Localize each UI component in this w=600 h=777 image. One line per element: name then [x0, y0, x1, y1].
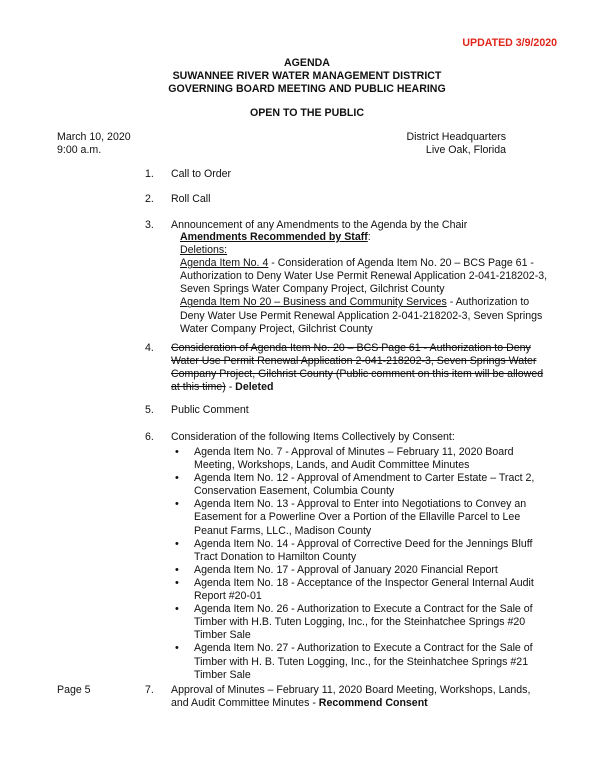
item-3-number: 3.: [145, 219, 154, 231]
item-3-text: Announcement of any Amendments to the Agenda by the Chair: [171, 219, 468, 231]
item-4-struck-text: Consideration of Agenda Item No. 20 – BCS Page 61 - Authorization to Deny Water Use Permit Renewal Application 2-041-218202-3, Seven Springs Water Company Project, Gilchrist County (Public comment on this item will be allowed at this time): [171, 342, 544, 394]
amendments-heading-text: Amendments Recommended by Staff: [180, 231, 368, 243]
item-5-text: Public Comment: [171, 404, 249, 416]
meeting-title: GOVERNING BOARD MEETING AND PUBLIC HEARING: [168, 83, 446, 95]
item-6-number: 6.: [145, 431, 154, 443]
updated-stamp: UPDATED 3/9/2020: [462, 37, 557, 49]
page-reference: Page 5: [57, 684, 91, 696]
item-2-text: Roll Call: [171, 193, 211, 205]
meeting-city: Live Oak, Florida: [425, 144, 506, 157]
consent-item: • Agenda Item No. 12 - Approval of Amendment to Carter Estate – Tract 2, Conservation Easement, Columbia County: [171, 472, 551, 498]
deletion-2-text: - Authorization to Deny Water Use Permit Renewal Application 2-041-218202-3, Seven Springs Water Company Project, Gilchrist County: [180, 296, 543, 335]
item-7-description: Approval of Minutes – February 11, 2020 Board Meeting, Workshops, Lands, and Audit Committee Minutes -: [171, 684, 531, 710]
item-2-number: 2.: [145, 193, 154, 205]
meeting-time: 9:00 a.m.: [57, 144, 102, 157]
open-to-public: OPEN TO THE PUBLIC: [250, 107, 364, 119]
consent-item: • Agenda Item No. 18 - Acceptance of the Inspector General Internal Audit Report #20-01: [171, 577, 551, 603]
amendments-colon: :: [367, 231, 371, 243]
deletion-2: [180, 296, 552, 335]
item-5-number: 5.: [145, 404, 154, 416]
district-name: SUWANNEE RIVER WATER MANAGEMENT DISTRICT: [172, 70, 442, 82]
agenda-title: AGENDA: [284, 57, 330, 69]
item-7-number: 7.: [145, 684, 154, 696]
meeting-date: March 10, 2020: [57, 131, 131, 143]
consent-item: • Agenda Item No. 7 - Approval of Minutes – February 11, 2020 Board Meeting, Workshops, Lands, and Audit Committee Minutes: [171, 446, 551, 472]
deletion-1-link: Agenda Item No. 4: [180, 257, 269, 270]
consent-item: • Agenda Item No. 17 - Approval of January 2020 Financial Report: [171, 564, 551, 577]
item-6-text: Consideration of the following Items Collectively by Consent:: [171, 431, 455, 443]
meeting-location: District Headquarters: [406, 131, 506, 143]
deletion-1: [180, 257, 552, 296]
item-4-status: Deleted: [235, 381, 274, 394]
item-4-number: 4.: [145, 342, 154, 354]
deletions-label: Deletions:: [180, 244, 228, 257]
deletion-1-text: - Consideration of Agenda Item No. 20 – BCS Page 61 - Authorization to Deny Water Use Permit Renewal Application 2-041-218202-3, Seven Springs Water Company Project, Gilchrist County: [180, 257, 548, 296]
item-1-number: 1.: [145, 168, 154, 180]
deletion-2-link: Agenda Item No 20 – Business and Community Services: [180, 296, 447, 309]
consent-items-list: [171, 446, 551, 682]
consent-item: • Agenda Item No. 13 - Approval to Enter into Negotiations to Convey an Easement for a Powerline Over a Portion of the Ellaville Parcel to Lee Peanut Farms, LLC., Madison County: [171, 498, 551, 537]
consent-item: • Agenda Item No. 27 - Authorization to Execute a Contract for the Sale of Timber with H. B. Tuten Logging, Inc., for the Steinhatchee Springs #21 Timber Sale: [171, 642, 551, 681]
amendments-heading: [180, 231, 552, 244]
consent-item: • Agenda Item No. 14 - Approval of Corrective Deed for the Jennings Bluff Tract Donation to Hamilton County: [171, 538, 551, 564]
meeting-location-block: [407, 131, 507, 157]
item-7-text: [171, 684, 551, 710]
amendments-block: [180, 231, 552, 336]
meeting-date-block: [57, 131, 131, 157]
consent-item: • Agenda Item No. 26 - Authorization to Execute a Contract for the Sale of Timber with H.B. Tuten Logging, Inc., for the Steinhatchee Springs #20 Timber Sale: [171, 603, 551, 642]
item-4-suffix: -: [225, 381, 236, 394]
item-1-text: Call to Order: [171, 168, 232, 180]
item-4-text: [171, 342, 551, 394]
item-7-status: Recommend Consent: [318, 697, 428, 710]
